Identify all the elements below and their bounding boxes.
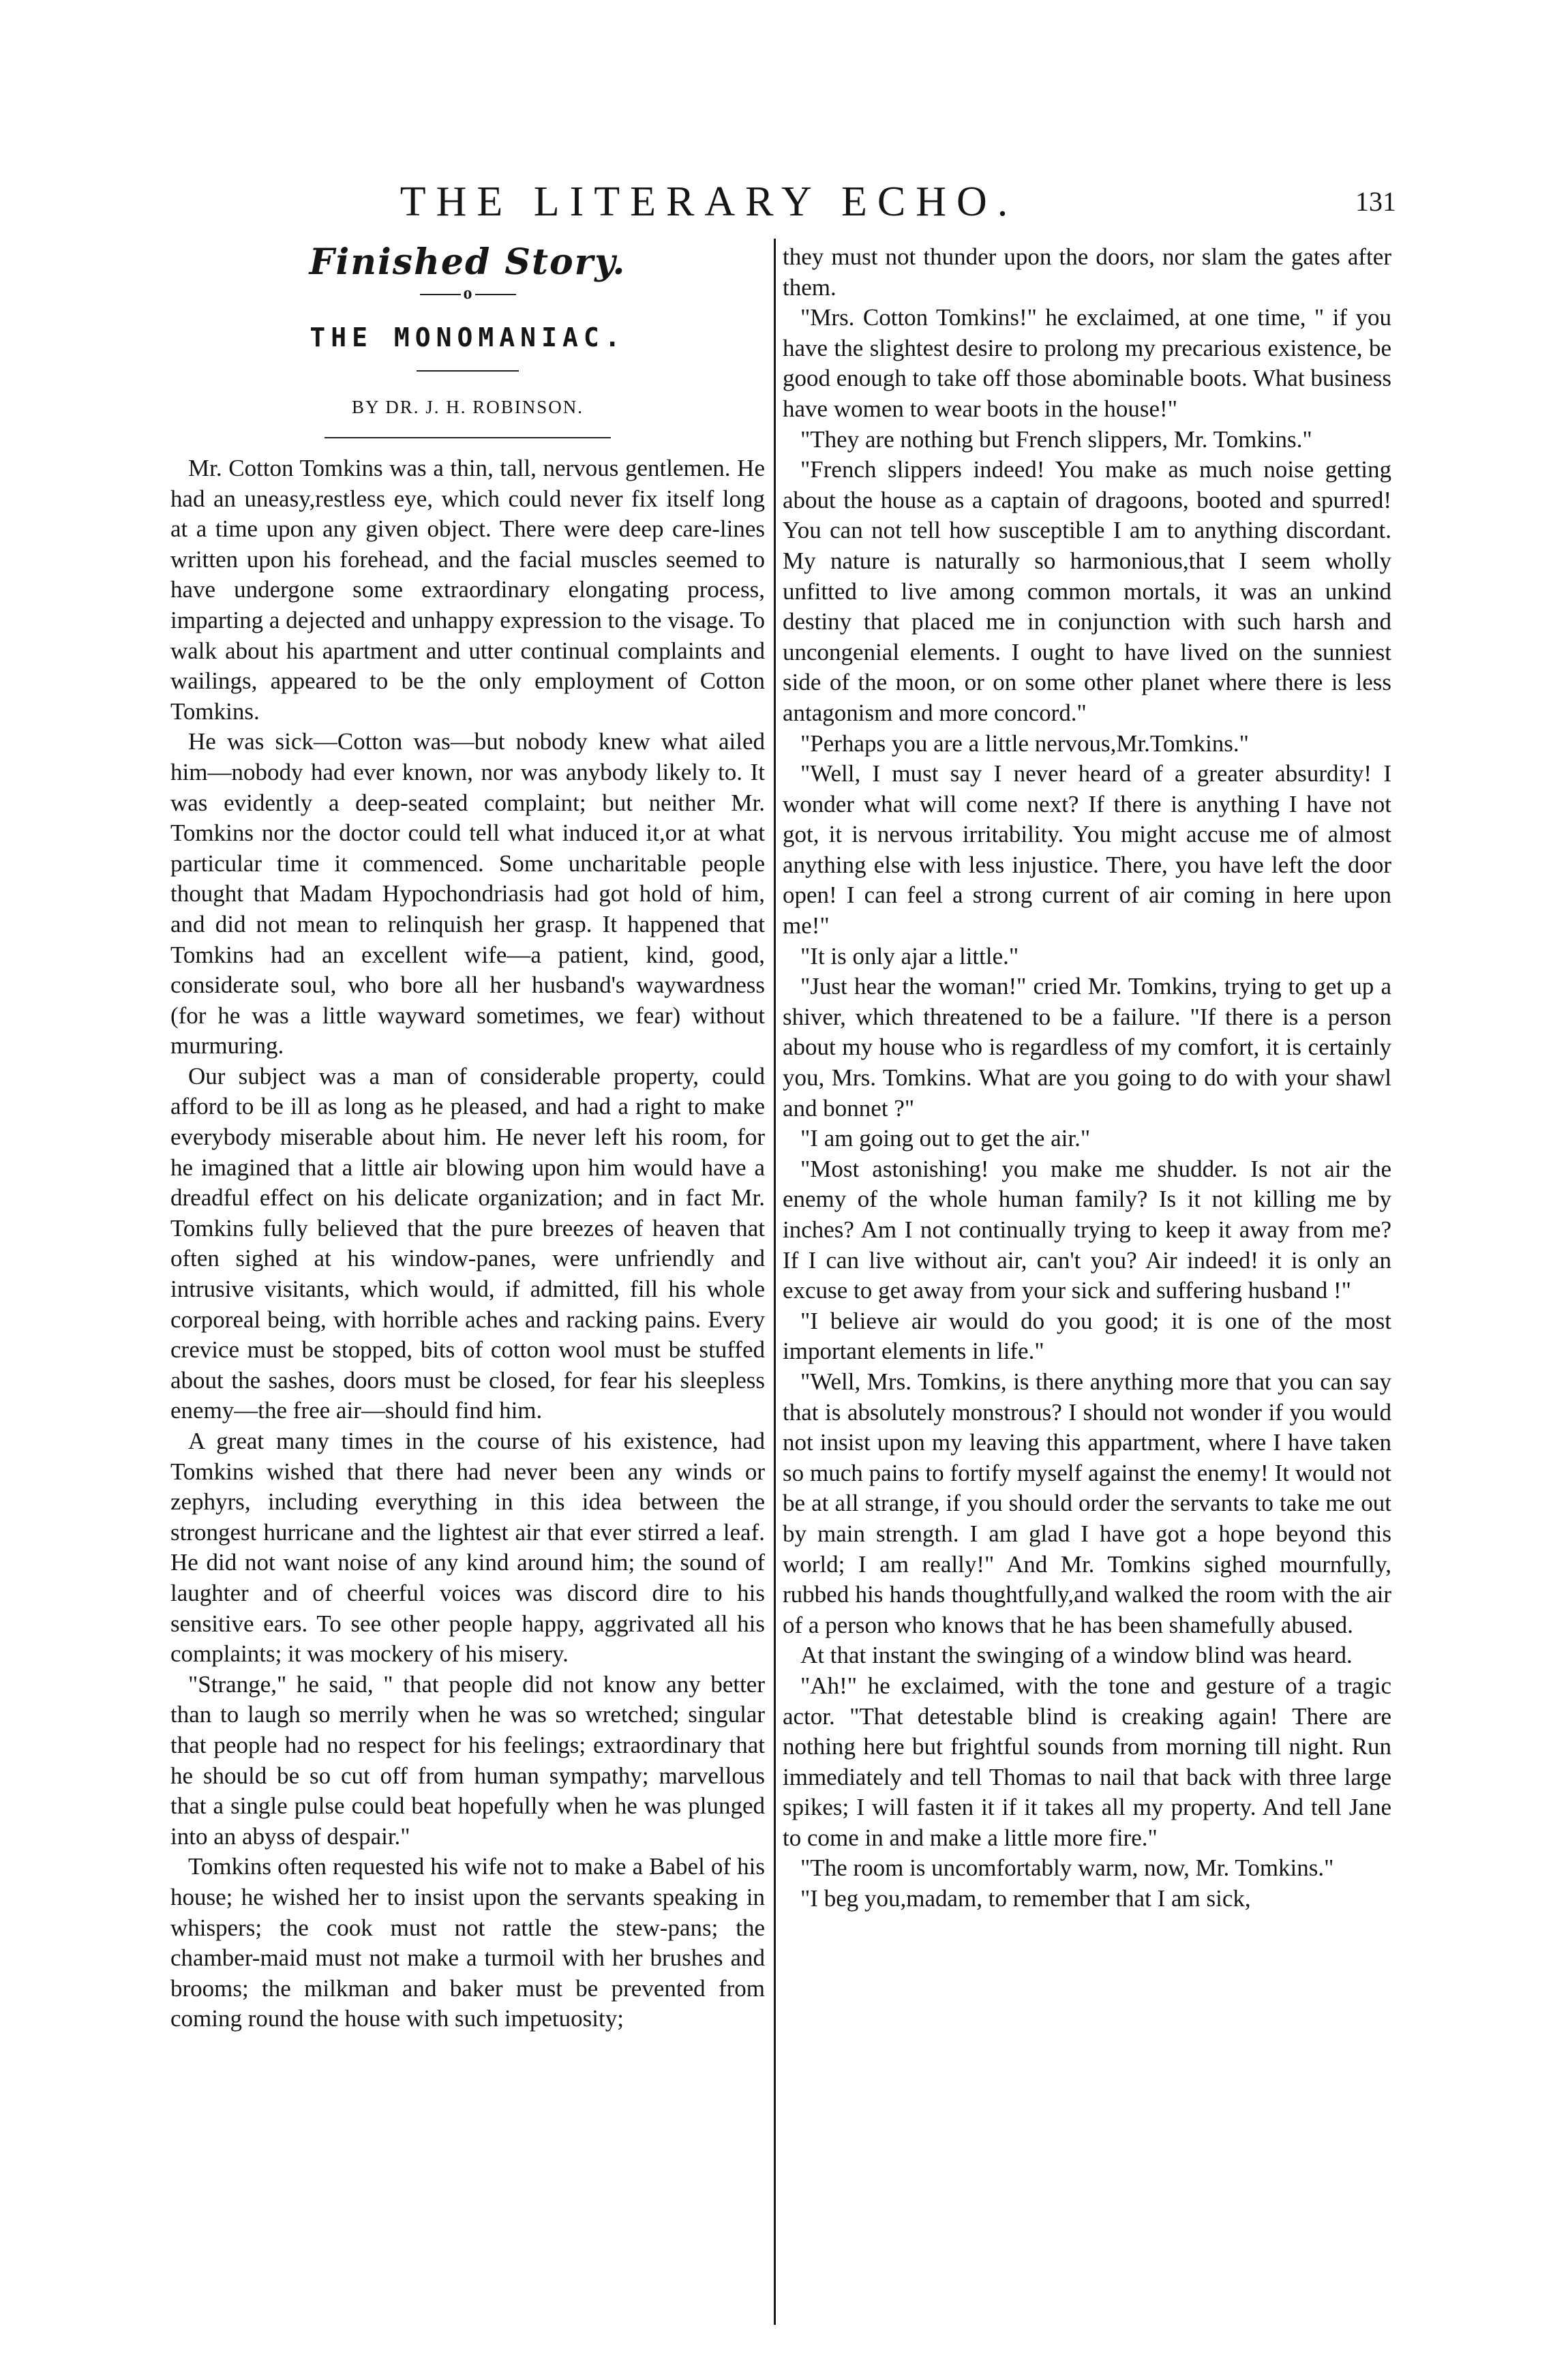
paragraph: "It is only ajar a little." — [800, 942, 1019, 969]
column-divider — [774, 239, 776, 2325]
section-label: Finished Story. — [309, 241, 627, 283]
paragraph: At that instant the swinging of a window blind was heard. — [800, 1642, 1353, 1669]
short-divider — [417, 370, 519, 372]
paragraph: "The room is uncomfortably warm, now, Mr. Tomkins." — [800, 1854, 1334, 1882]
paragraph: "I am going out to get the air." — [800, 1125, 1091, 1152]
paragraph: "Most astonishing! you make me shudder. Is not air the enemy of the whole human family? Is it not killing me by inches? Am I not continually trying to keep it away from me? If I can live without air, can't you? Air indeed! it is only an excuse to get away from your sick and suffering husband !" — [783, 1155, 1391, 1304]
paragraph: Tomkins often requested his wife not to make a Babel of his house; he wished her to insist upon the servants speaking in whispers; the cook must not rattle the stew-pans; the chamber-maid must not make a turmoil with her brushes and brooms; the milkman and baker must be prevented from coming round the house with such impetuosity; — [170, 1853, 765, 2032]
paragraph: they must not thunder upon the doors, nor slam the gates after them. — [783, 243, 1391, 301]
paragraph: "I beg you,madam, to remember that I am sick, — [800, 1885, 1251, 1912]
paragraph: "Strange," he said, " that people did not know any better than to laugh so merrily when he was so wretched; singular that people had no respect for his feelings; extraordinary that he should be so cut off from human sympathy; marvellous that a single pulse could beat hopefully when he was plunged into an abyss of despair." — [170, 1670, 765, 1850]
long-divider — [325, 437, 611, 438]
ornament-rule — [170, 283, 765, 303]
story-title: THE MONOMANIAC. — [310, 322, 626, 352]
paragraph: "Well, Mrs. Tomkins, is there anything more that you can say that is absolutely monstrous? I should not wonder if you would not insist upon my leaving this appartment, where I have taken so much pains to fortify myself against the enemy! It would not be at all strange, if you should order the servants to take me out by main strength. I am glad I have got a hope beyond this world; I am really!" And Mr. Tomkins sighed mournfully, rubbed his hands thoughtfully,and walked the room with the air of a person who knows that he has been shamefully abused. — [783, 1368, 1391, 1638]
ornament-glyph: o — [463, 283, 472, 303]
right-column — [783, 242, 1391, 1914]
paragraph: Our subject was a man of considerable property, could afford to be ill as long as he pleased, and had a right to make everybody miserable about him. He never left his room, for he imagined that a little air blowing upon him would have a dreadful effect on his delicate organization; and in fact Mr. Tomkins fully believed that the pure breezes of heaven that often sighed at his window-panes, were unfriendly and intrusive visitants, which would, if admitted, fill his whole corporeal being, with horrible aches and racking pains. Every crevice must be stopped, bits of cotton wool must be stuffed about the sashes, doors must be closed, for fear his sleepless enemy—the free air—should find him. — [170, 1062, 765, 1424]
paragraph: "Ah!" he exclaimed, with the tone and gesture of a tragic actor. "That detestable blind is creaking again! There are nothing here but frightful sounds from morning till night. Run immediately and tell Thomas to nail that back with three large spikes; I will fasten it if it takes all my property. And tell Jane to come in and make a little more fire." — [783, 1672, 1391, 1851]
paragraph: "Perhaps you are a little nervous,Mr.Tomkins." — [800, 730, 1249, 757]
paragraph: A great many times in the course of his existence, had Tomkins wished that there had never been any winds or zephyrs, including everything in this idea between the strongest hurricane and the lightest air that ever stirred a leaf. He did not want noise of any kind around him; the sound of laughter and of cheerful voices was discord dire to his sensitive ears. To see other people happy, aggrivated all his complaints; it was mockery of his misery. — [170, 1428, 765, 1668]
paragraph: "I believe air would do you good; it is one of the most important elements in life." — [783, 1307, 1391, 1365]
paragraph: He was sick—Cotton was—but nobody knew what ailed him—nobody had ever known, nor was anybody likely to. It was evidently a deep-seated complaint; but neither Mr. Tomkins nor the doctor could tell what induced it,or at what particular time it commenced. Some uncharitable people thought that Madam Hypochondriasis had got hold of him, and did not mean to relinquish her grasp. It happened that Tomkins had an excellent wife—a patient, kind, good, considerate soul, who bore all her husband's waywardness (for he was a little wayward sometimes, we fear) without murmuring. — [170, 728, 765, 1059]
paragraph: "They are nothing but French slippers, Mr. Tomkins." — [800, 425, 1312, 453]
paragraph: "Mrs. Cotton Tomkins!" he exclaimed, at one time, " if you have the slightest desire to prolong my precarious existence, be good enough to take off those abominable boots. What business have women to wear boots in the house!" — [783, 304, 1392, 422]
left-column — [170, 242, 765, 2034]
paragraph: "Well, I must say I never heard of a greater absurdity! I wonder what will come next? If there is anything I have not got, it is nervous irritability. You might accuse me of almost anything else with less injustice. There, you have left the door open! I can feel a strong current of air coming in here upon me!" — [783, 760, 1391, 939]
journal-title: THE LITERARY ECHO. — [399, 179, 1019, 225]
paragraph: "French slippers indeed! You make as much noise getting about the house as a captain of dragoons, booted and spurred! You can not tell how susceptible I am to anything discordant. My nature is naturally so harmonious,that I seem wholly unfitted to live among common mortals, it was an unkind destiny that placed me in conjunction with such harsh and uncongenial elements. I ought to have lived on the sunniest side of the moon, or on some other planet where there is less antagonism and more concord." — [783, 456, 1391, 726]
byline: BY DR. J. H. ROBINSON. — [351, 397, 584, 417]
paragraph: Mr. Cotton Tomkins was a thin, tall, nervous gentlemen. He had an uneasy,restless eye, which could never fix itself long at a time upon any given object. There were deep care-lines written upon his forehead, and the facial muscles seemed to have undergone some extraordinary elongating process, imparting a dejected and unhappy expression to the visage. To walk about his apartment and utter continual complaints and wailings, appeared to be the only employment of Cotton Tomkins. — [170, 455, 765, 725]
paragraph: "Just hear the woman!" cried Mr. Tomkins, trying to get up a shiver, which threatened to be a failure. "If there is a person about my house who is regardless of my comfort, it is certainly you, Mrs. Tomkins. What are you going to do with your shawl and bonnet ?" — [783, 973, 1391, 1122]
page-number: 131 — [1355, 186, 1396, 217]
